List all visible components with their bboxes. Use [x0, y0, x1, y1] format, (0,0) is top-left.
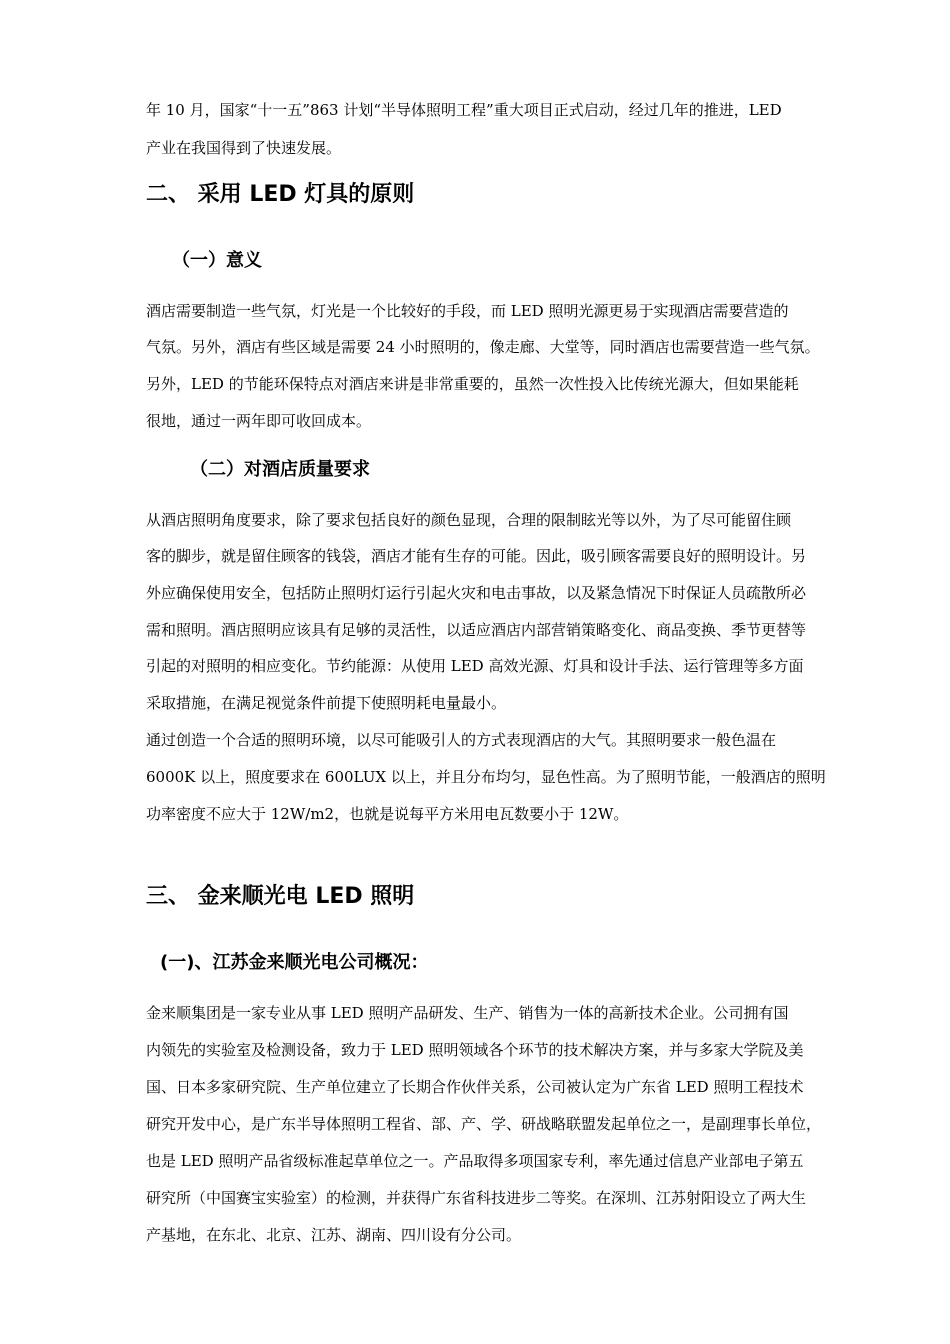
- company-line-3: 国、日本多家研究院、生产单位建立了长期合作伙伴关系，公司被认定为广东省 LED 照明工程技术: [146, 1078, 804, 1096]
- quality-line-5: 引起的对照明的相应变化。节约能源：从使用 LED 高效光源、灯具和设计手法、运行管理等多方面: [146, 657, 804, 675]
- intro-line-1: 年 10 月，国家“十一五”863 计划“半导体照明工程”重大项目正式启动，经过几年的推进，LED: [146, 101, 782, 119]
- quality-line-4: 需和照明。酒店照明应该具有足够的灵活性，以适应酒店内部营销策略变化、商品变换、季节更替等: [146, 621, 807, 639]
- quality-line-7: 通过创造一个合适的照明环境，以尽可能吸引人的方式表现酒店的大气。其照明要求一般色温在: [146, 731, 777, 749]
- quality-line-6: 采取措施，在满足视觉条件前提下使照明耗电量最小。: [146, 694, 507, 712]
- quality-line-8: 6000K 以上，照度要求在 600LUX 以上，并且分布均匀，显色性高。为了照明节能，一般酒店的照明: [146, 768, 826, 786]
- quality-line-9: 功率密度不应大于 12W/m2，也就是说每平方米用电瓦数要小于 12W。: [146, 805, 629, 823]
- company-line-4: 研究开发中心，是广东半导体照明工程省、部、产、学、研战略联盟发起单位之一，是副理事长单位，: [146, 1115, 822, 1133]
- company-line-5: 也是 LED 照明产品省级标准起草单位之一。产品取得多项国家专利，率先通过信息产业部电子第五: [146, 1152, 804, 1170]
- company-line-7: 产基地，在东北、北京、江苏、湖南、四川设有分公司。: [146, 1226, 522, 1244]
- section-3-heading: 三、 金来顺光电 LED 照明: [146, 884, 415, 909]
- section-2-heading: 二、 采用 LED 灯具的原则: [146, 182, 415, 207]
- company-line-2: 内领先的实验室及检测设备，致力于 LED 照明领域各个环节的技术解决方案，并与多家大学院及美: [146, 1041, 804, 1059]
- quality-line-1: 从酒店照明角度要求，除了要求包括良好的颜色显现，合理的限制眩光等以外，为了尽可能留住顾: [146, 511, 792, 529]
- quality-line-3: 外应确保使用安全，包括防止照明灯运行引起火灾和电击事故，以及紧急情况下时保证人员疏散所必: [146, 584, 807, 602]
- meaning-line-4: 很地，通过一两年即可收回成本。: [146, 412, 372, 430]
- section-2-sub2-heading: （二）对酒店质量要求: [190, 459, 370, 480]
- company-line-1: 金来顺集团是一家专业从事 LED 照明产品研发、生产、销售为一体的高新技术企业。公司拥有国: [146, 1004, 789, 1022]
- section-3-sub1-heading: (一)、江苏金来顺光电公司概况：: [160, 952, 429, 973]
- meaning-line-2: 气氛。另外，酒店有些区域是需要 24 小时照明的，像走廊、大堂等，同时酒店也需要营造一些气氛。: [146, 338, 820, 356]
- quality-line-2: 客的脚步，就是留住顾客的钱袋，酒店才能有生存的可能。因此，吸引顾客需要良好的照明设计。另: [146, 547, 807, 565]
- meaning-line-3: 另外，LED 的节能环保特点对酒店来讲是非常重要的，虽然一次性投入比传统光源大，但如果能耗: [146, 375, 799, 393]
- intro-line-2: 产业在我国得到了快速发展。: [146, 139, 342, 157]
- meaning-line-1: 酒店需要制造一些气氛，灯光是一个比较好的手段，而 LED 照明光源更易于实现酒店需要营造的: [146, 302, 789, 320]
- company-line-6: 研究所（中国赛宝实验室）的检测，并获得广东省科技进步二等奖。在深圳、江苏射阳设立了两大生: [146, 1189, 807, 1207]
- section-2-sub1-heading: （一）意义: [172, 250, 262, 271]
